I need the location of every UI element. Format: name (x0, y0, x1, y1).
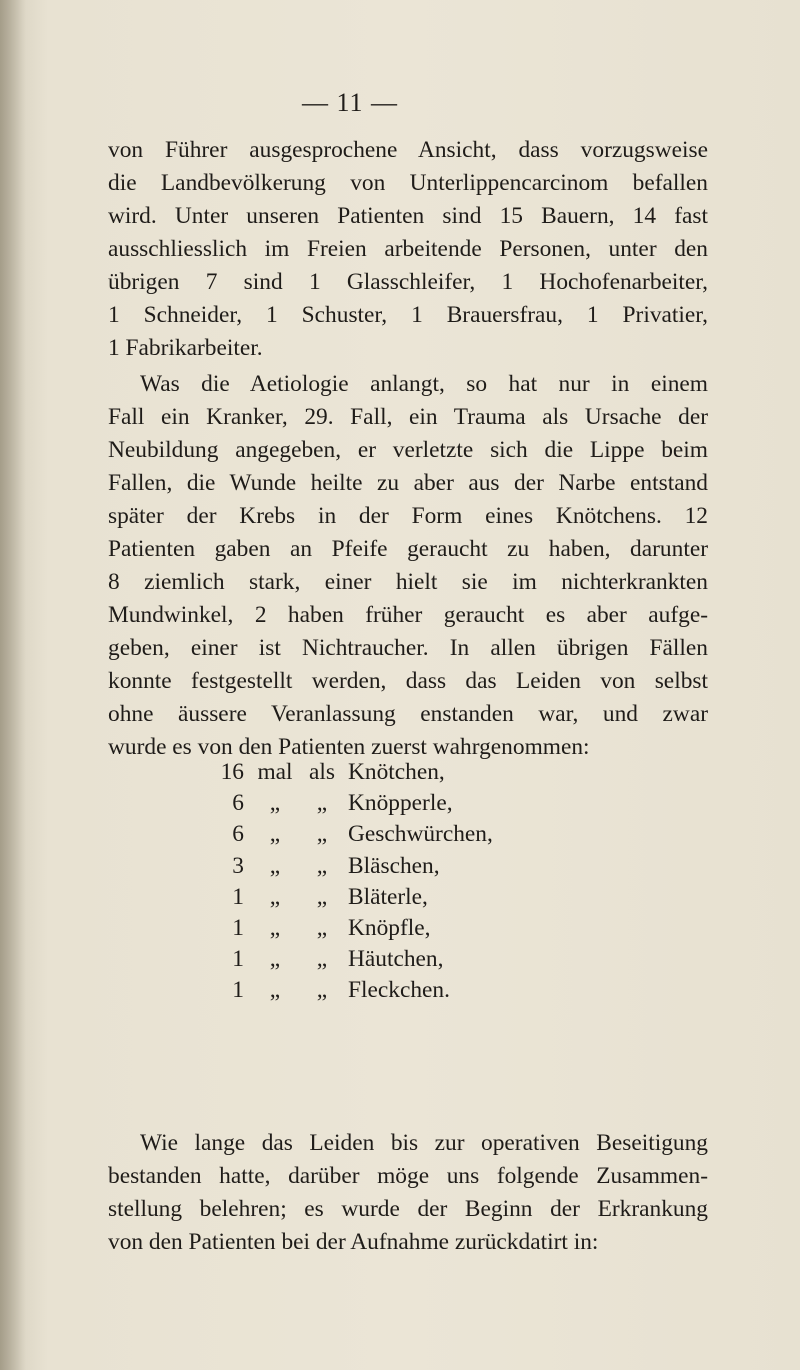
text-line: geben, einer ist Nichtraucher. In allen übrigen Fällen (108, 635, 708, 661)
text-line: ohne äussere Veranlassung enstanden war, und zwar (108, 701, 708, 727)
list-ditto: „ (269, 821, 281, 848)
text-line: Patienten gaben an Pfeife geraucht zu haben, darunter (108, 536, 708, 562)
text-line: wird. Unter unseren Patienten sind 15 Bauern, 14 fast (108, 203, 708, 229)
list-ditto: „ (316, 946, 328, 973)
list-word: Geschwürchen, (348, 821, 493, 848)
text-line: von den Patienten bei der Aufnahme zurückdatirt in: (108, 1229, 599, 1255)
list-word: Knötchen, (348, 759, 445, 785)
list-count: 6 (232, 821, 244, 848)
text-line: übrigen 7 sind 1 Glasschleifer, 1 Hochofenarbeiter, (108, 269, 708, 295)
list-word: Häutchen, (348, 946, 444, 973)
list-count: 1 (232, 977, 244, 1004)
list-ditto: „ (269, 790, 281, 817)
list-ditto: „ (269, 852, 281, 879)
text-line: später der Krebs in der Form eines Knötchens. 12 (108, 503, 708, 529)
list-ditto: „ (316, 852, 328, 879)
text-line: von Führer ausgesprochene Ansicht, dass vorzugsweise (108, 137, 708, 163)
text-line: 1 Schneider, 1 Schuster, 1 Brauersfrau, 1 Privatier, (108, 302, 708, 328)
list-word: Bläschen, (348, 852, 440, 879)
list-count: 1 (232, 883, 244, 910)
text-line: Mundwinkel, 2 haben früher geraucht es aber aufge- (108, 602, 708, 628)
list-ditto: „ (316, 883, 328, 910)
text-line: konnte festgestellt werden, dass das Leiden von selbst (108, 668, 708, 694)
paragraph-1 (108, 134, 708, 365)
text-line: wurde es von den Patienten zuerst wahrgenommen: (108, 734, 590, 760)
list-ditto: „ (316, 790, 328, 817)
list-count: 1 (232, 914, 244, 941)
text-line: ausschliesslich im Freien arbeitende Personen, unter den (108, 236, 708, 262)
list-ditto: „ (269, 883, 281, 910)
list-count: 3 (232, 852, 244, 879)
text-line: Fallen, die Wunde heilte zu aber aus der Narbe entstand (108, 470, 708, 496)
list-als: als (309, 759, 335, 785)
text-line: Fall ein Kranker, 29. Fall, ein Trauma als Ursache der (108, 404, 708, 430)
paragraph-2 (108, 368, 708, 764)
list-ditto: „ (316, 914, 328, 941)
list-word: Knöpperle, (348, 790, 453, 817)
text-line: Was die Aetiologie anlangt, so hat nur in einem (140, 371, 708, 397)
list-ditto: „ (316, 977, 328, 1004)
paragraph-3 (108, 1127, 708, 1259)
text-line: Wie lange das Leiden bis zur operativen Beseitigung (140, 1130, 708, 1156)
text-line: die Landbevölkerung von Unterlippencarcinom befallen (108, 170, 708, 196)
list-word: Bläterle, (348, 883, 428, 910)
text-line: bestanden hatte, darüber möge uns folgende Zusammen- (108, 1163, 708, 1189)
list-word: Fleckchen. (348, 977, 450, 1004)
list-ditto: „ (269, 946, 281, 973)
list-ditto: „ (269, 977, 281, 1004)
binding-shadow (0, 0, 26, 1370)
list-count: 6 (232, 790, 244, 817)
text-line: 1 Fabrikarbeiter. (108, 335, 263, 361)
text-line: stellung belehren; es wurde der Beginn der Erkrankung (108, 1196, 708, 1222)
list-mal: mal (257, 759, 293, 785)
list-count: 1 (232, 946, 244, 973)
list-ditto: „ (316, 821, 328, 848)
text-line: Neubildung angegeben, er verletzte sich die Lippe beim (108, 437, 708, 463)
text-line: 8 ziemlich stark, einer hielt sie im nichterkrankten (108, 569, 708, 595)
list-count: 16 (220, 759, 244, 785)
list-ditto: „ (269, 914, 281, 941)
page-number: — 11 — (301, 88, 399, 117)
list-word: Knöpfle, (348, 914, 431, 941)
